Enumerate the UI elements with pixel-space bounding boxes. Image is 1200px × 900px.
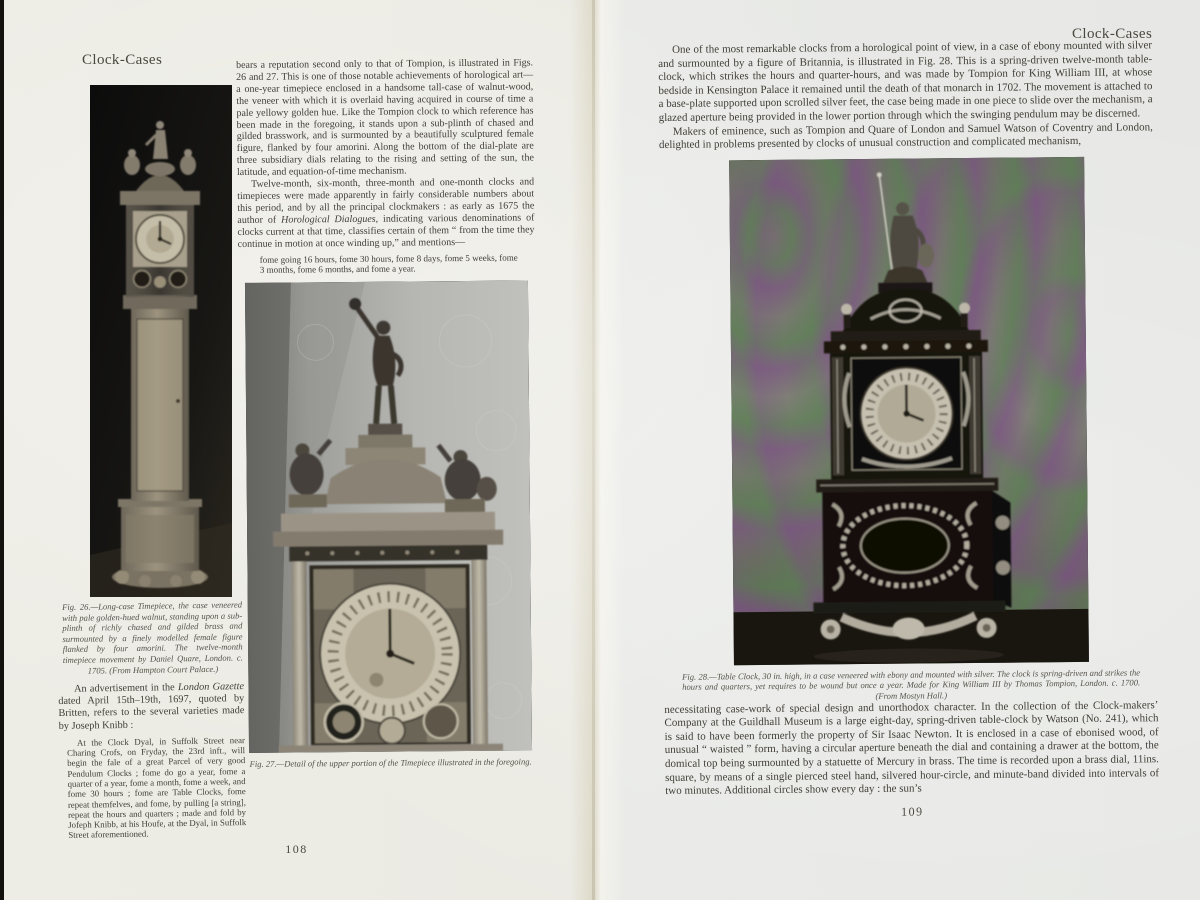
fig28-caption: Fig. 28.—Table Clock, 30 in. high, in a case veneered with ebony and mounted with silver. The clock is spring-driven and strikes the hours and quarters, yet requires to be wound but once a year. Made for King William III by Thomas Tompion, London. c. 1700. (From Mostyn Hall.) [682, 667, 1141, 701]
fig26-caption: Fig. 26.—Long-case Timepiece, the case veneered with pale golden-hued walnut, standing upon a sub-plinth of richly chased and gilded brass and surmounted by a finely modelled female figure flanked by four amorini. The twelve-month timepiece movement by Daniel Quare, London. c. 1705. (From Hampton Court Palace.) [62, 599, 243, 676]
fig27-photo [245, 281, 532, 753]
book-title-italic: Horological Dialogues [281, 213, 376, 226]
paragraph: Makers of eminence, such as Tompion and Quare of London and Samuel Watson of Coventry and London, delighted in problems presented by clocks of unusual construction and complicated mechanism, [658, 120, 1153, 152]
fig27-caption: Fig. 27.—Detail of the upper portion of the Timepiece illustrated in the foregoing. [249, 756, 532, 770]
paragraph: bears a reputation second only to that of Tompion, is illustrated in Figs. 26 and 27. This is one of those notable achievements of horological art—a one-year timepiece enclosed in a handsome tall-case of walnut-wood, the veneer with which it is overlaid having acquired in course of time a pale yellowy golden hue. Like the Tompion clock to which reference has been made in the foregoing, it stands upon a sub-plinth of chased and gilded brasswork, and is surmounted by a beautifully sculptured female figure, flanked by four amorini. Along the bottom of the dial-plate are three subsidiary dials relating to the rising and setting of the sun, the latitude, and equation-of-time mechanism. [236, 57, 534, 179]
advert-italic-title: London Gazette [177, 681, 245, 694]
longcase-clock-illustration [90, 85, 232, 597]
paragraph: One of the most remarkable clocks from a horological point of view, in a case of ebony mounted with silver and surmounted by a figure of Britannia, is illustrated in Fig. 28. This is a spring-driven twelve-month table-clock, which strikes the hours and quarter-hours, and was made by Tompion for King William III, at whose bedside in Kensington Palace it remained until the death of that monarch in 1702. The movement is attached to a base-plate supported upon scrolled silver feet, the case being made in one piece to slide over the mechanism, a glazed aperture being provided in the lower portion through which the swinging pendulum may be discerned. [658, 39, 1153, 124]
table-clock-illustration [729, 157, 1089, 665]
advert-intro-text: An advertisement in the [73, 682, 179, 695]
quoted-small-print: fome going 16 hours, fome 30 hours, fome 8 days, fome 5 weeks, fome 3 months, fome 6 months, and fome a year. [259, 252, 518, 276]
paragraph [237, 176, 535, 250]
book-left-edge [0, 0, 4, 900]
advert-intro-tail: dated April 15th–19th, 1697, quoted by Britten, refers to the several varieties made by Joseph Knibb : [58, 693, 245, 732]
running-head-right: Clock-Cases [1072, 26, 1153, 42]
page-number-left: 108 [285, 842, 308, 856]
right-page-column [658, 39, 1159, 821]
fig28-photo [729, 157, 1089, 665]
left-page-column2 [236, 57, 539, 769]
advert-quote: At the Clock Dyal, in Suffolk Street near Charing Crofs, on Fryday, the 23rd inft., will begin the fale of a great Parcel of very good Pendulum Clocks ; fome do go a year, fome a quarter of a year, fome a month, fome a week, and fome 30 hours ; fome are Table Clocks, fome repeat themfelves, and fome, by pulling [a string], repeat the hours and quarters ; made and fold by Jofeph Knibb, at his Houfe, at the Dyal, in Suffolk Street aforementioned. [67, 734, 247, 841]
page-gutter [592, 0, 595, 900]
advertisement-block [58, 681, 246, 841]
fig26-photo [90, 85, 232, 597]
paragraph-tail: , indicating various denominations of clocks current at that time, classifies certain of them “ from the time they continue in motion at once winding up,” and mentions— [237, 212, 535, 250]
advert-intro [58, 681, 245, 733]
paragraph-text: Twelve-month, six-month, three-month and one-month clocks and timepieces were made apparently in fairly considerable numbers about this period, and by all the principal clockmakers : as early as 1675 the author of [237, 176, 535, 226]
clock-hood-detail-illustration [245, 281, 532, 753]
page-number-right: 109 [901, 804, 924, 819]
paragraph: necessitating case-work of special design and unorthodox character. In the collection of the Clock-makers’ Company at the Guildhall Museum is a large eight-day, spring-driven table-clock by Watson (No. 241), which is said to have been formerly the property of Sir Isaac Newton. It is enclosed in a case of ebonised wood, of unusual “ waisted ” form, having a circular aperture beneath the dial and containing a drawer at the bottom, the domical top being surmounted by a statuette of Mercury in brass. The time is recorded upon a brass dial, 11ins. square, by means of a single pierced steel hand, silvered hour-circle, and minute-band divided into intervals of two minutes. Additional circles show every day : the sun’s [664, 698, 1160, 798]
running-head-left: Clock-Cases [82, 52, 163, 68]
